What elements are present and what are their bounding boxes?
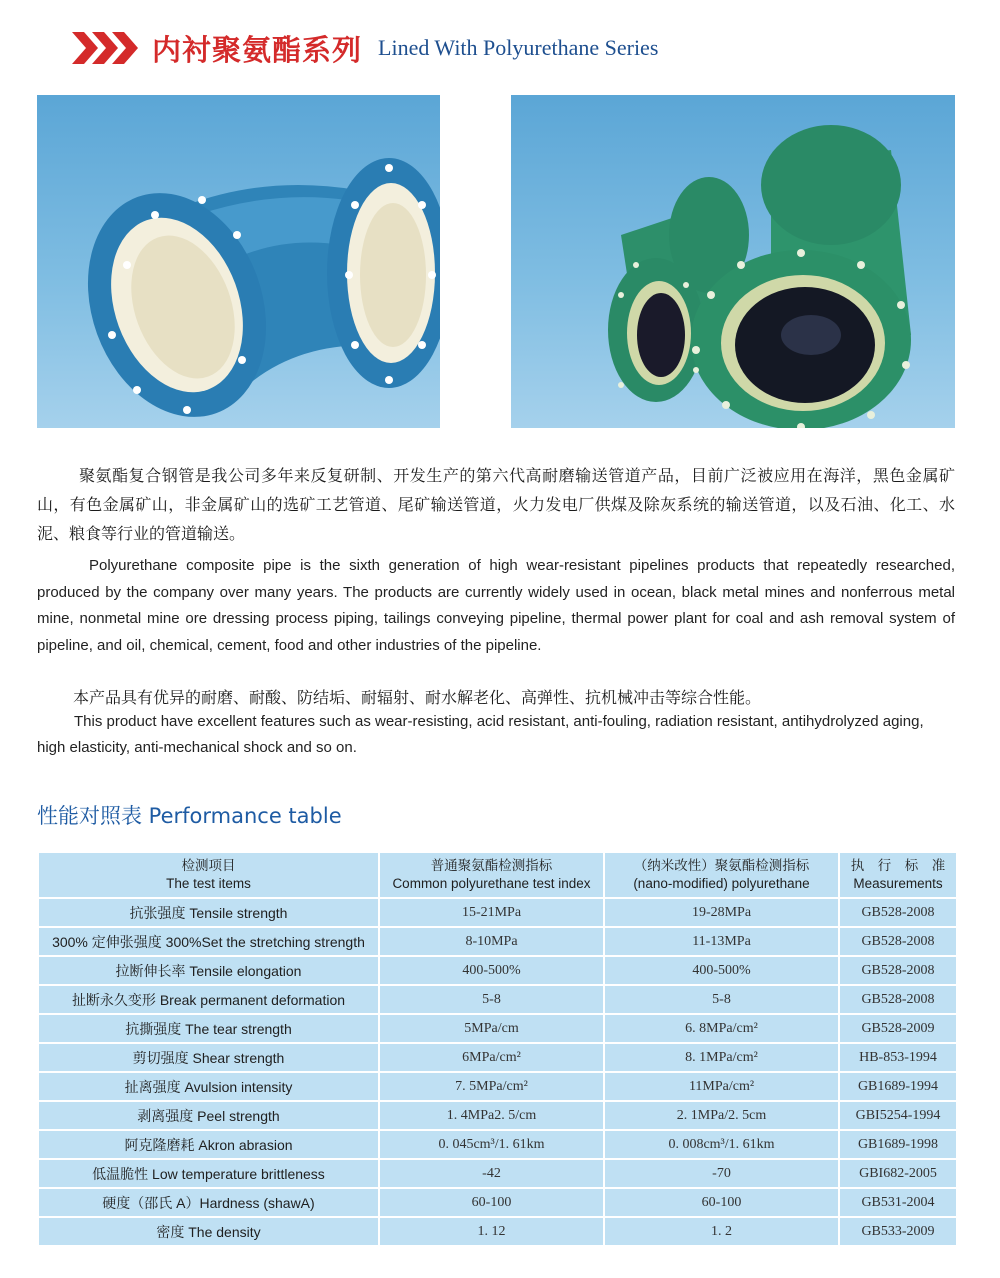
row-standard: GB533-2009 [839, 1217, 957, 1246]
row-common-value: 5-8 [379, 985, 604, 1014]
row-nano-value: 19-28MPa [604, 898, 839, 927]
row-nano-value: 5-8 [604, 985, 839, 1014]
table-row [38, 898, 957, 927]
features-paragraph-en: This product have excellent features such as wear-resisting, acid resistant, anti-fouling, radiation resistant, antihydrolyzed aging, high elasticity, anti-mechanical shock and so on. [37, 713, 924, 756]
row-nano-value: 0. 008cm³/1. 61km [604, 1130, 839, 1159]
row-standard: GBI682-2005 [839, 1159, 957, 1188]
row-nano-value: 11MPa/cm² [604, 1072, 839, 1101]
row-item: 硬度（邵氏 A）Hardness (shawA) [38, 1188, 379, 1217]
page-title-cn: 内衬聚氨酯系列 [152, 32, 363, 67]
row-standard: GB531-2004 [839, 1188, 957, 1217]
header-en: (nano-modified) polyurethane [633, 876, 810, 891]
header-cn: 普通聚氨酯检测指标 [430, 858, 553, 873]
row-nano-value: 60-100 [604, 1188, 839, 1217]
row-common-value: 60-100 [379, 1188, 604, 1217]
performance-table [37, 851, 958, 1247]
row-common-value: 6MPa/cm² [379, 1043, 604, 1072]
row-item: 300% 定伸张强度 300%Set the stretching strength [38, 927, 379, 956]
row-standard: GB1689-1994 [839, 1072, 957, 1101]
row-item: 剥离强度 Peel strength [38, 1101, 379, 1130]
row-item: 剪切强度 Shear strength [38, 1043, 379, 1072]
row-item: 扯离强度 Avulsion intensity [38, 1072, 379, 1101]
row-common-value: 1. 12 [379, 1217, 604, 1246]
row-nano-value: 400-500% [604, 956, 839, 985]
header-en: Common polyurethane test index [392, 876, 591, 891]
header-en: Measurements [853, 876, 943, 891]
table-row [38, 956, 957, 985]
header-cn: （纳米改性）聚氨酯检测指标 [633, 858, 810, 873]
page-title-en: Lined With Polyurethane Series [378, 35, 659, 60]
row-item: 密度 The density [38, 1217, 379, 1246]
row-item: 阿克隆磨耗 Akron abrasion [38, 1130, 379, 1159]
blue-elbow-pipe-icon [37, 95, 440, 428]
row-standard: GB528-2009 [839, 1014, 957, 1043]
row-standard: HB-853-1994 [839, 1043, 957, 1072]
table-row [38, 985, 957, 1014]
row-nano-value: 6. 8MPa/cm² [604, 1014, 839, 1043]
page-header [72, 26, 658, 70]
table-row [38, 927, 957, 956]
header-en: The test items [166, 876, 251, 891]
features-paragraph-cn: 本产品具有优异的耐磨、耐酸、防结垢、耐辐射、耐水解老化、高弹性、抗机械冲击等综合性能。 [73, 688, 762, 707]
row-nano-value: 11-13MPa [604, 927, 839, 956]
row-item: 拉断伸长率 Tensile elongation [38, 956, 379, 985]
green-reducer-pipe-icon [511, 95, 955, 428]
header-measurements [839, 852, 957, 898]
header-cn: 检测项目 [181, 858, 236, 873]
row-common-value: 0. 045cm³/1. 61km [379, 1130, 604, 1159]
row-common-value: 400-500% [379, 956, 604, 985]
row-item: 抗张强度 Tensile strength [38, 898, 379, 927]
row-item: 扯断永久变形 Break permanent deformation [38, 985, 379, 1014]
table-row [38, 1014, 957, 1043]
row-standard: GB528-2008 [839, 985, 957, 1014]
table-row [38, 1072, 957, 1101]
row-common-value: 5MPa/cm [379, 1014, 604, 1043]
intro-paragraph-cn: 聚氨酯复合钢管是我公司多年来反复研制、开发生产的第六代高耐磨输送管道产品，目前广泛被应用在海洋，黑色金属矿山，有色金属矿山，非金属矿山的选矿工艺管道、尾矿输送管道，火力发电厂供煤及除灰系统的输送管道，以及石油、化工、水泥、粮食等行业的管道输送。 [37, 466, 955, 543]
table-row [38, 1159, 957, 1188]
header-nano-pu [604, 852, 839, 898]
table-row [38, 1130, 957, 1159]
row-standard: GBI5254-1994 [839, 1101, 957, 1130]
row-standard: GB528-2008 [839, 898, 957, 927]
table-title: 性能对照表 Performance table [37, 804, 342, 828]
row-common-value: 8-10MPa [379, 927, 604, 956]
table-row [38, 1101, 957, 1130]
chevron-arrows-icon [72, 28, 140, 68]
header-common-pu [379, 852, 604, 898]
product-photo-blue-elbow [37, 95, 440, 428]
row-item: 抗撕强度 The tear strength [38, 1014, 379, 1043]
row-item: 低温脆性 Low temperature brittleness [38, 1159, 379, 1188]
table-row [38, 1217, 957, 1246]
row-nano-value: 2. 1MPa/2. 5cm [604, 1101, 839, 1130]
header-cn: 执 行 标 准 [850, 858, 946, 873]
table-header-row [38, 852, 957, 898]
row-nano-value: 1. 2 [604, 1217, 839, 1246]
product-photo-green-reducer [511, 95, 955, 428]
row-nano-value: -70 [604, 1159, 839, 1188]
row-nano-value: 8. 1MPa/cm² [604, 1043, 839, 1072]
table-row [38, 1043, 957, 1072]
row-standard: GB528-2008 [839, 956, 957, 985]
row-standard: GB528-2008 [839, 927, 957, 956]
intro-paragraph-en: Polyurethane composite pipe is the sixth generation of high wear-resistant pipelines products that repeatedly researched, produced by the company over many years. The products are currently widely used in ocean, black metal mines and nonferrous metal mine, nonmetal mine ore dressing process piping, tailings conveying pipeline, thermal power plant for coal and ash removal system of pipeline, and oil, chemical, cement, food and other industries of the pipeline. [37, 557, 955, 654]
row-standard: GB1689-1998 [839, 1130, 957, 1159]
row-common-value: -42 [379, 1159, 604, 1188]
row-common-value: 15-21MPa [379, 898, 604, 927]
table-row [38, 1188, 957, 1217]
row-common-value: 7. 5MPa/cm² [379, 1072, 604, 1101]
row-common-value: 1. 4MPa2. 5/cm [379, 1101, 604, 1130]
header-test-items [38, 852, 379, 898]
